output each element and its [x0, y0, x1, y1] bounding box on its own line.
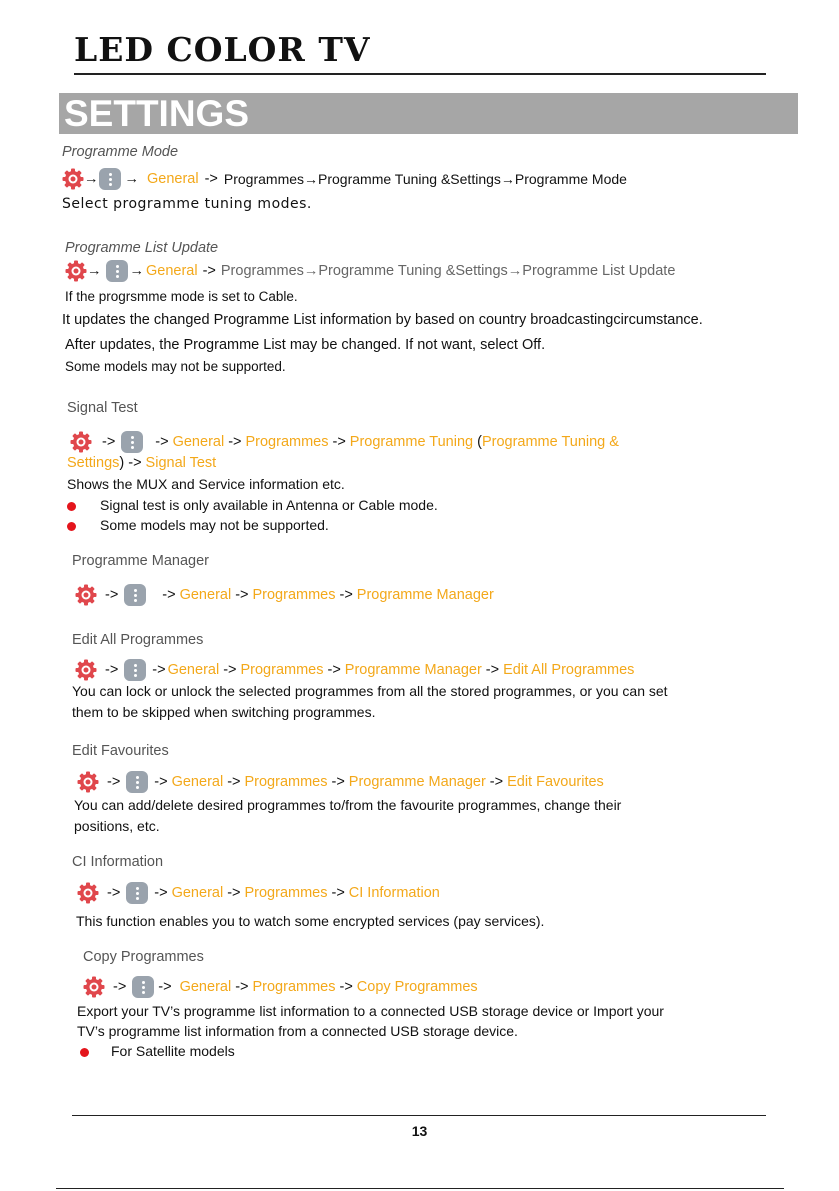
- menu-path: -> -> General -> Programmes -> Programme Manager -> Edit All Programmes: [75, 659, 634, 681]
- section-title: Programme List Update: [65, 240, 219, 256]
- description: Shows the MUX and Service information etc.: [67, 476, 345, 492]
- more-dots-icon: [124, 659, 146, 681]
- list-item: Signal test is only available in Antenna or Cable mode.: [67, 497, 438, 513]
- footer-rule: [72, 1115, 766, 1116]
- section-title: Signal Test: [67, 400, 138, 416]
- header-rule: [74, 73, 766, 75]
- list-item: For Satellite models: [80, 1043, 235, 1059]
- gear-icon: [75, 584, 97, 606]
- section-title: Edit Favourites: [72, 743, 169, 759]
- section-banner: [59, 93, 798, 134]
- page-number: 13: [411, 1123, 428, 1139]
- gear-icon: [65, 260, 87, 282]
- description: TV’s programme list information from a connected USB storage device.: [77, 1023, 518, 1039]
- bullet-icon: [80, 1048, 89, 1057]
- more-dots-icon: [126, 771, 148, 793]
- section-title: CI Information: [72, 854, 164, 870]
- section-title: Programme Mode: [62, 144, 179, 160]
- description: positions, etc.: [74, 818, 160, 834]
- menu-path: → → General -> Programmes→Programme Tuning &Settings→Programme List Update: [65, 260, 675, 282]
- description: Some models may not be supported.: [65, 359, 286, 374]
- menu-path: -> -> General -> Programmes -> Programme Manager: [75, 584, 494, 606]
- description: Select programme tuning modes.: [62, 196, 312, 212]
- banner-title: SETTINGS: [64, 93, 250, 134]
- menu-path: -> -> General -> Programmes -> Programme Tuning ( Programme Tuning &: [70, 431, 619, 453]
- gear-icon: [77, 882, 99, 904]
- menu-path: -> -> General -> Programmes -> CI Information: [77, 882, 440, 904]
- description: them to be skipped when switching programmes.: [72, 704, 376, 720]
- more-dots-icon: [99, 168, 121, 190]
- description: This function enables you to watch some encrypted services (pay services).: [76, 913, 545, 929]
- gear-icon: [70, 431, 92, 453]
- gear-icon: [75, 659, 97, 681]
- description: If the progrsmme mode is set to Cable.: [65, 289, 298, 304]
- more-dots-icon: [121, 431, 143, 453]
- description: You can lock or unlock the selected programmes from all the stored programmes, or you can set: [72, 683, 668, 699]
- list-item: Some models may not be supported.: [67, 517, 329, 533]
- section-title: Copy Programmes: [83, 949, 204, 965]
- gear-icon: [62, 168, 84, 190]
- page-bottom-rule: [56, 1188, 784, 1189]
- section-title: Programme Manager: [72, 553, 209, 569]
- menu-path: -> -> General -> Programmes -> Copy Programmes: [83, 976, 478, 998]
- more-dots-icon: [106, 260, 128, 282]
- bullet-icon: [67, 522, 76, 531]
- description: Export your TV’s programme list information to a connected USB storage device or Import your: [77, 1003, 664, 1019]
- menu-path: → → General -> Programmes→Programme Tuning &Settings→Programme Mode: [62, 168, 627, 190]
- gear-icon: [83, 976, 105, 998]
- bullet-icon: [67, 502, 76, 511]
- more-dots-icon: [126, 882, 148, 904]
- section-title: Edit All Programmes: [72, 632, 204, 648]
- more-dots-icon: [124, 584, 146, 606]
- description: After updates, the Programme List may be changed. If not want, select Off.: [65, 337, 546, 353]
- more-dots-icon: [132, 976, 154, 998]
- menu-path-continued: Settings ) -> Signal Test: [67, 455, 217, 471]
- gear-icon: [77, 771, 99, 793]
- description: You can add/delete desired programmes to/from the favourite programmes, change their: [74, 797, 622, 813]
- menu-path: -> -> General -> Programmes -> Programme Manager -> Edit Favourites: [77, 771, 604, 793]
- description: It updates the changed Programme List information by based on country broadcastingcircumstance.: [62, 312, 703, 328]
- brand-title: LED COLOR TV: [74, 30, 371, 69]
